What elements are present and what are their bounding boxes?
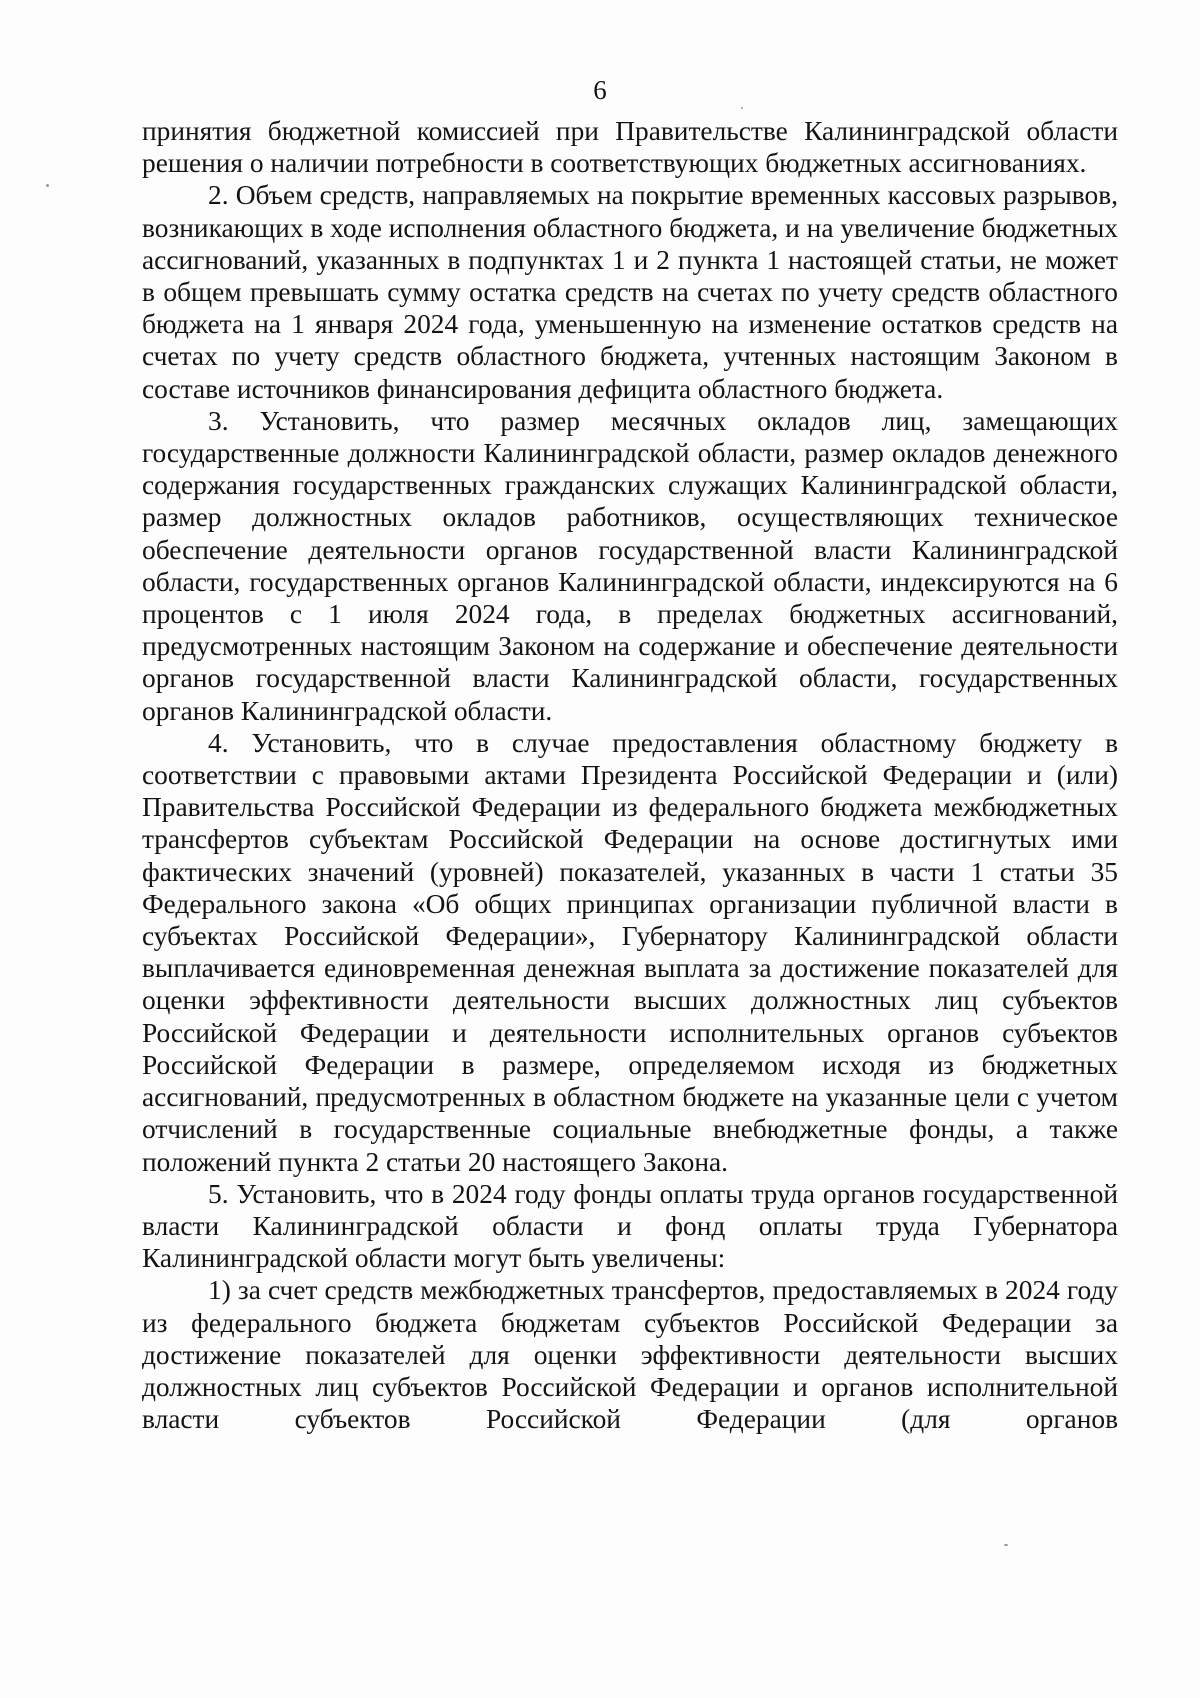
scan-speck <box>46 184 49 187</box>
paragraph-item-3: 3. Установить, что размер месячных окладов лиц, замещающих государственные должности Калининградской области, размер окладов денежного содержания государственных гражданских служащих Калининградской области, размер должностных окладов работников, осуществляющих техническое обеспечение деятельности органов государственной власти Калининградской области, государственных органов Калининградской области, индексируются на 6 процентов с 1 июля 2024 года, в пределах бюджетных ассигнований, предусмотренных настоящим Законом на содержание и обеспечение деятельности органов государственной власти Калининградской области, государственных органов Калининградской области. <box>142 405 1118 726</box>
paragraph-continuation: принятия бюджетной комиссией при Правительстве Калининградской области решения о наличии потребности в соответствующих бюджетных ассигнованиях. <box>142 116 1118 179</box>
scan-speck <box>1004 1544 1008 1546</box>
scan-speck <box>741 107 743 109</box>
paragraph-item-5: 5. Установить, что в 2024 году фонды оплаты труда органов государственной власти Калининградской области и фонд оплаты труда Губернатора Калининградской области могут быть увеличены: <box>142 1178 1118 1274</box>
paragraph-subitem-1: 1) за счет средств межбюджетных трансфертов, предоставляемых в 2024 году из федерального бюджета бюджетам субъектов Российской Федерации за достижение показателей для оценки эффективности деятельности высших должностных лиц субъектов Российской Федерации и органов исполнительной власти субъектов Российской Федерации (для органов <box>142 1275 1118 1435</box>
document-body <box>142 115 1118 1435</box>
paragraph-item-4: 4. Установить, что в случае предоставления областному бюджету в соответствии с правовыми актами Президента Российской Федерации и (или) Правительства Российской Федерации из федерального бюджета межбюджетных трансфертов субъектам Российской Федерации на основе достигнутых ими фактических значений (уровней) показателей, указанных в части 1 статьи 35 Федерального закона «Об общих принципах организации публичной власти в субъектах Российской Федерации», Губернатору Калининградской области выплачивается единовременная денежная выплата за достижение показателей для оценки эффективности деятельности высших должностных лиц субъектов Российской Федерации и деятельности исполнительных органов субъектов Российской Федерации в размере, определяемом исходя из бюджетных ассигнований, предусмотренных в областном бюджете на указанные цели с учетом отчислений в государственные социальные внебюджетные фонды, а также положений пункта 2 статьи 20 настоящего Закона. <box>142 727 1118 1177</box>
paragraph-item-2: 2. Объем средств, направляемых на покрытие временных кассовых разрывов, возникающих в ходе исполнения областного бюджета, и на увеличение бюджетных ассигнований, указанных в подпунктах 1 и 2 пункта 1 настоящей статьи, не может в общем превышать сумму остатка средств на счетах по учету средств областного бюджета на 1 января 2024 года, уменьшенную на изменение остатков средств на счетах по учету средств областного бюджета, учтенных настоящим Законом в составе источников финансирования дефицита областного бюджета. <box>142 180 1118 404</box>
page-number: 6 <box>593 75 607 105</box>
